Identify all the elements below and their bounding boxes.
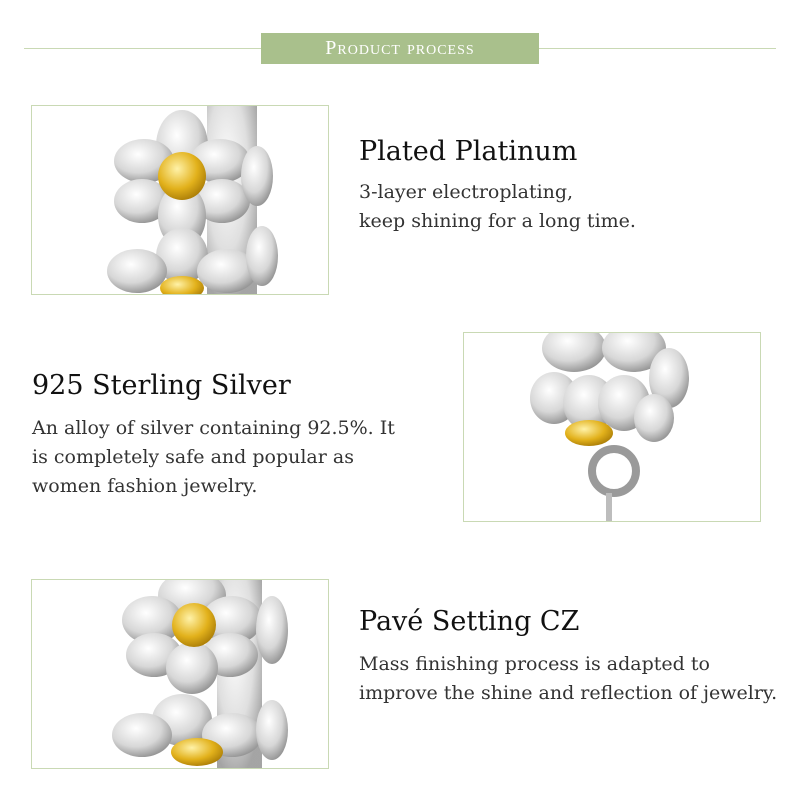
- description-line: 3-layer electroplating,: [359, 181, 574, 203]
- feature-description-plated-platinum: [359, 178, 636, 236]
- feature-title-pave-setting: Pavé Setting CZ: [359, 606, 580, 637]
- feature-description-pave-setting: [359, 650, 777, 708]
- product-image-frame-2: [463, 332, 761, 522]
- feature-description-sterling-silver: [32, 414, 395, 501]
- description-line: is completely safe and popular as: [32, 446, 354, 468]
- product-image-frame-3: [31, 579, 329, 769]
- feature-title-plated-platinum: Plated Platinum: [359, 136, 578, 167]
- description-line: women fashion jewelry.: [32, 475, 258, 497]
- description-line: An alloy of silver containing 92.5%. It: [32, 417, 395, 439]
- description-line: improve the shine and reflection of jewelry.: [359, 682, 778, 704]
- daisy-spacer-charm-image: [32, 106, 328, 294]
- description-line: Mass finishing process is adapted to: [359, 653, 710, 675]
- header-rule-left: [24, 48, 261, 49]
- daisy-spacer-charm-image: [32, 580, 328, 768]
- feature-title-sterling-silver: 925 Sterling Silver: [32, 370, 291, 401]
- page-title: Product process: [261, 33, 539, 64]
- description-line: keep shining for a long time.: [359, 210, 636, 232]
- header-rule-right: [539, 48, 776, 49]
- product-image-frame-1: [31, 105, 329, 295]
- daisy-charm-clasp-image: [464, 333, 760, 521]
